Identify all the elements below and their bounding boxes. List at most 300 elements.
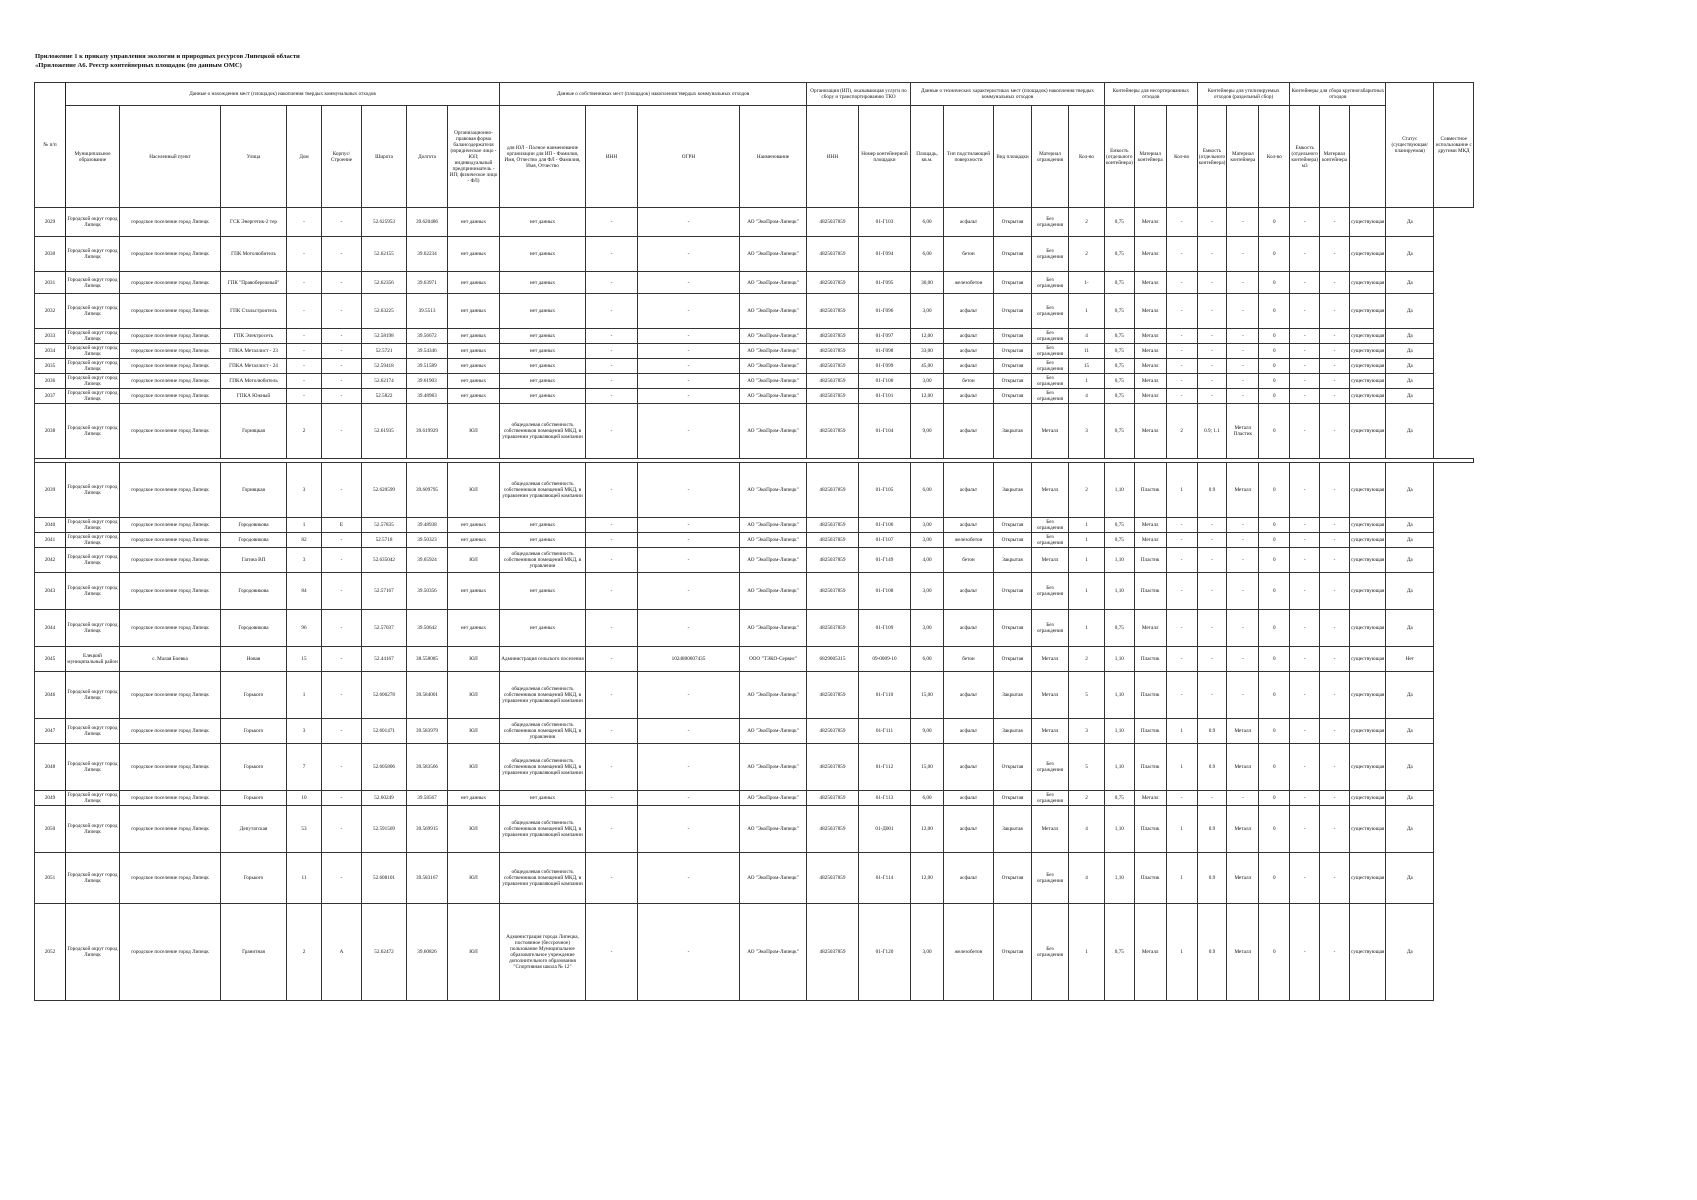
- table-row: [35, 344, 1474, 359]
- table-cell: нет данных: [448, 791, 500, 806]
- table-cell: 39.5513: [407, 294, 448, 329]
- table-cell: 0,75: [1105, 904, 1135, 1001]
- table-cell: -: [287, 329, 322, 344]
- table-cell: -: [322, 573, 362, 610]
- table-cell: Да: [1386, 374, 1434, 389]
- table-cell: -: [1290, 389, 1320, 404]
- table-cell: нет данных: [448, 533, 500, 548]
- table-cell: -: [287, 294, 322, 329]
- table-cell: ЮЛ: [448, 463, 500, 518]
- table-cell: существующая: [1350, 272, 1386, 294]
- table-cell: 01-Г113: [859, 791, 911, 806]
- table-cell: 09-0009-10: [859, 647, 911, 672]
- table-cell: -: [1290, 294, 1320, 329]
- table-cell: Городской округ город Липецк: [66, 463, 120, 518]
- column-header: Наименование: [740, 106, 807, 208]
- table-cell: 12,00: [911, 329, 944, 344]
- table-cell: 0.9: [1197, 463, 1227, 518]
- table-cell: Нет: [1386, 647, 1434, 672]
- table-cell: 52.60249: [362, 791, 407, 806]
- table-cell: 52.601471: [362, 719, 407, 744]
- table-cell: Открытая: [994, 744, 1032, 791]
- header-group-cell: Контейнеры для сбора крупногабаритных отходов: [1290, 83, 1386, 106]
- table-cell: -: [586, 719, 638, 744]
- table-cell: 15: [287, 647, 322, 672]
- table-cell: -: [322, 806, 362, 853]
- table-cell: городское поселение город Липецк: [120, 672, 221, 719]
- table-cell: -: [1197, 359, 1227, 374]
- table-cell: Металл: [1032, 548, 1069, 573]
- table-row: [35, 853, 1474, 904]
- table-cell: 39.609795: [407, 463, 448, 518]
- table-cell: нет данных: [448, 329, 500, 344]
- table-cell: Городской округ город Липецк: [66, 374, 120, 389]
- table-cell: -: [1320, 573, 1350, 610]
- column-header: Материал контейнера: [1134, 106, 1166, 208]
- table-cell: -: [1227, 518, 1259, 533]
- table-cell: Открытая: [994, 904, 1032, 1001]
- table-cell: 01-Г110: [859, 672, 911, 719]
- table-cell: 4825037859: [807, 344, 859, 359]
- table-cell: Горняцкая: [221, 404, 287, 459]
- table-cell: -: [1320, 791, 1350, 806]
- table-cell: асфальт: [944, 853, 994, 904]
- table-cell: ГПКА Металлист - 24: [221, 359, 287, 374]
- table-cell: 4825037859: [807, 791, 859, 806]
- table-cell: 7: [287, 744, 322, 791]
- table-cell: АО "ЭкоПром-Липецк": [740, 806, 807, 853]
- table-cell: Металл: [1227, 719, 1259, 744]
- table-cell: АО "ЭкоПром-Липецк": [740, 404, 807, 459]
- table-cell: 52.62472: [362, 904, 407, 1001]
- table-cell: бетон: [944, 548, 994, 573]
- table-cell: Открытая: [994, 518, 1032, 533]
- table-cell: -: [1290, 359, 1320, 374]
- table-cell: АО "ЭкоПром-Липецк": [740, 359, 807, 374]
- table-cell: 2: [1069, 237, 1105, 272]
- table-cell: 4825037859: [807, 853, 859, 904]
- table-cell: 0,75: [1105, 518, 1135, 533]
- table-cell: Без ограждения: [1032, 389, 1069, 404]
- table-cell: существующая: [1350, 359, 1386, 374]
- table-cell: 9,00: [911, 719, 944, 744]
- table-cell: асфальт: [944, 463, 994, 518]
- table-cell: нет данных: [500, 294, 586, 329]
- table-body: [35, 208, 1474, 1001]
- table-cell: -: [1320, 344, 1350, 359]
- table-cell: -: [586, 208, 638, 237]
- table-cell: 0,75: [1105, 359, 1135, 374]
- table-cell: -: [1227, 672, 1259, 719]
- table-cell: городское поселение город Липецк: [120, 548, 221, 573]
- table-cell: Без ограждения: [1032, 294, 1069, 329]
- table-cell: Горького: [221, 853, 287, 904]
- table-cell: -: [638, 548, 740, 573]
- table-cell: 52.62155: [362, 237, 407, 272]
- column-header: Корпус/Строение: [322, 106, 362, 208]
- table-cell: асфальт: [944, 208, 994, 237]
- table-cell: 12,00: [911, 389, 944, 404]
- table-cell: 0: [1259, 904, 1290, 1001]
- table-cell: 2037: [35, 389, 66, 404]
- table-cell: 4825037859: [807, 294, 859, 329]
- table-cell: 6829005315: [807, 647, 859, 672]
- table-cell: 0: [1259, 672, 1290, 719]
- table-cell: -: [1166, 237, 1197, 272]
- table-cell: нет данных: [500, 329, 586, 344]
- table-cell: 01-Г100: [859, 374, 911, 389]
- table-cell: 52.5822: [362, 389, 407, 404]
- table-cell: 15,00: [911, 744, 944, 791]
- table-cell: 4825037859: [807, 573, 859, 610]
- table-cell: -: [586, 389, 638, 404]
- table-cell: 52.605806: [362, 744, 407, 791]
- table-cell: -: [322, 719, 362, 744]
- table-cell: -: [1290, 853, 1320, 904]
- table-cell: Открытая: [994, 344, 1032, 359]
- table-cell: -: [1290, 610, 1320, 647]
- table-cell: 52.591569: [362, 806, 407, 853]
- table-cell: Городовикова: [221, 610, 287, 647]
- table-row: [35, 548, 1474, 573]
- table-cell: нет данных: [500, 344, 586, 359]
- table-cell: общедолевая собственность собственников помещений МКД, в управлении управляющей компании: [500, 744, 586, 791]
- table-cell: Металл: [1227, 463, 1259, 518]
- table-cell: 15,00: [911, 672, 944, 719]
- table-cell: 3: [287, 463, 322, 518]
- table-cell: Городской округ город Липецк: [66, 672, 120, 719]
- table-cell: нет данных: [500, 573, 586, 610]
- column-header: для ЮЛ - Полное наименование организации для ИП - Фамилия, Имя, Отчество для ФЛ - Фамилия, Имя, Отчество: [500, 106, 586, 208]
- table-cell: 2: [1166, 404, 1197, 459]
- table-cell: Городской округ город Липецк: [66, 404, 120, 459]
- table-cell: 2046: [35, 672, 66, 719]
- column-header: Муниципальное образование: [66, 106, 120, 208]
- table-cell: АО "ЭкоПром-Липецк": [740, 610, 807, 647]
- table-cell: -: [586, 610, 638, 647]
- table-cell: 2: [1069, 208, 1105, 237]
- table-cell: ГПК Стальстроитель: [221, 294, 287, 329]
- table-cell: Городской округ город Липецк: [66, 719, 120, 744]
- table-cell: 1: [1069, 573, 1105, 610]
- table-cell: городское поселение город Липецк: [120, 389, 221, 404]
- table-cell: -: [287, 344, 322, 359]
- table-cell: с. Малая Боевка: [120, 647, 221, 672]
- table-cell: 2043: [35, 573, 66, 610]
- table-cell: Открытая: [994, 853, 1032, 904]
- table-cell: 0.9; 1.1: [1197, 404, 1227, 459]
- table-cell: 2044: [35, 610, 66, 647]
- table-cell: Городовикова: [221, 573, 287, 610]
- table-cell: 0: [1259, 647, 1290, 672]
- table-cell: -: [322, 344, 362, 359]
- table-cell: городское поселение город Липецк: [120, 294, 221, 329]
- table-cell: 4825037859: [807, 672, 859, 719]
- table-cell: 52.625953: [362, 208, 407, 237]
- table-cell: 2036: [35, 374, 66, 389]
- table-cell: существующая: [1350, 533, 1386, 548]
- table-cell: 2039: [35, 463, 66, 518]
- table-cell: бетон: [944, 237, 994, 272]
- header-group-cell: Организация (ИП), оказывающая услуги по сбору и транспортированию ТКО: [807, 83, 911, 106]
- table-cell: 52.57835: [362, 518, 407, 533]
- table-cell: 1: [1166, 853, 1197, 904]
- table-cell: 01-Г108: [859, 573, 911, 610]
- table-cell: -: [1166, 672, 1197, 719]
- table-cell: 01-Г098: [859, 344, 911, 359]
- table-cell: -: [1320, 533, 1350, 548]
- table-cell: Без ограждения: [1032, 344, 1069, 359]
- table-cell: железобетон: [944, 533, 994, 548]
- table-cell: Городской округ город Липецк: [66, 744, 120, 791]
- table-cell: -: [322, 533, 362, 548]
- table-cell: 33,00: [911, 344, 944, 359]
- table-cell: 0: [1259, 548, 1290, 573]
- table-row: [35, 610, 1474, 647]
- table-cell: 1,10: [1105, 548, 1135, 573]
- table-cell: -: [638, 208, 740, 237]
- table-cell: -: [1320, 610, 1350, 647]
- table-cell: Городовикова: [221, 533, 287, 548]
- table-cell: -: [1320, 853, 1350, 904]
- table-cell: 1: [1069, 904, 1105, 1001]
- table-cell: -: [322, 744, 362, 791]
- header-group-cell: Контейнеры для утилизируемых отходов (раздельный сбор): [1197, 83, 1290, 106]
- table-cell: -: [322, 374, 362, 389]
- table-cell: Горняцкая: [221, 463, 287, 518]
- table-cell: 5: [1069, 672, 1105, 719]
- table-cell: 0: [1259, 719, 1290, 744]
- table-cell: Да: [1386, 672, 1434, 719]
- table-cell: 4825037859: [807, 272, 859, 294]
- table-cell: Городской округ город Липецк: [66, 518, 120, 533]
- table-cell: 4825037859: [807, 374, 859, 389]
- column-header: ИНН: [807, 106, 859, 208]
- table-cell: 1: [1069, 518, 1105, 533]
- table-cell: -: [1320, 374, 1350, 389]
- table-cell: 0: [1259, 272, 1290, 294]
- table-cell: Открытая: [994, 237, 1032, 272]
- table-cell: 1,10: [1105, 719, 1135, 744]
- table-cell: Закрытая: [994, 719, 1032, 744]
- column-header: Материал ограждения: [1032, 106, 1069, 208]
- table-cell: городское поселение город Липецк: [120, 904, 221, 1001]
- column-header: Емкость (отдельного контейнера) м3: [1290, 106, 1320, 208]
- table-row: [35, 573, 1474, 610]
- table-cell: -: [1227, 610, 1259, 647]
- table-cell: 2: [1069, 791, 1105, 806]
- table-cell: 0: [1259, 853, 1290, 904]
- table-cell: 12,00: [911, 853, 944, 904]
- table-cell: -: [638, 719, 740, 744]
- table-cell: 4825037859: [807, 518, 859, 533]
- table-cell: асфальт: [944, 344, 994, 359]
- table-cell: 30,00: [911, 272, 944, 294]
- table-cell: Да: [1386, 463, 1434, 518]
- table-cell: -: [1197, 610, 1227, 647]
- table-cell: 39.584001: [407, 672, 448, 719]
- table-cell: АО "ЭкоПром-Липецк": [740, 719, 807, 744]
- table-cell: Без ограждения: [1032, 533, 1069, 548]
- table-row: [35, 359, 1474, 374]
- table-cell: 6,00: [911, 237, 944, 272]
- table-cell: -: [322, 329, 362, 344]
- table-cell: 1: [1069, 548, 1105, 573]
- table-cell: Металл: [1134, 359, 1166, 374]
- table-cell: 39.48983: [407, 389, 448, 404]
- table-cell: -: [1320, 359, 1350, 374]
- table-cell: 4825037859: [807, 719, 859, 744]
- table-cell: 39.48938: [407, 518, 448, 533]
- table-cell: -: [1290, 548, 1320, 573]
- table-cell: -: [1320, 744, 1350, 791]
- table-cell: существующая: [1350, 719, 1386, 744]
- table-cell: -: [586, 548, 638, 573]
- table-cell: Металл: [1134, 610, 1166, 647]
- table-cell: Закрытая: [994, 806, 1032, 853]
- table-cell: 52.61935: [362, 404, 407, 459]
- table-cell: Депутатская: [221, 806, 287, 853]
- table-cell: 0,75: [1105, 374, 1135, 389]
- table-cell: АО "ЭкоПром-Липецк": [740, 329, 807, 344]
- table-cell: городское поселение город Липецк: [120, 237, 221, 272]
- table-cell: Металл Пластик: [1227, 404, 1259, 459]
- table-cell: 3,00: [911, 518, 944, 533]
- table-cell: Открытая: [994, 272, 1032, 294]
- table-cell: -: [287, 359, 322, 374]
- table-cell: -: [586, 329, 638, 344]
- table-cell: АО "ЭкоПром-Липецк": [740, 374, 807, 389]
- table-cell: Металл: [1134, 533, 1166, 548]
- table-cell: Да: [1386, 404, 1434, 459]
- table-cell: 0: [1259, 374, 1290, 389]
- table-cell: ООО "ТЭКО-Сервис": [740, 647, 807, 672]
- table-cell: 0: [1259, 359, 1290, 374]
- table-cell: -: [1227, 791, 1259, 806]
- table-row: [35, 533, 1474, 548]
- table-cell: -: [638, 359, 740, 374]
- table-cell: существующая: [1350, 853, 1386, 904]
- column-header: Кол-во: [1069, 106, 1105, 208]
- table-cell: 2031: [35, 272, 66, 294]
- table-cell: нет данных: [500, 791, 586, 806]
- table-cell: ЮЛ: [448, 904, 500, 1001]
- table-cell: Металл: [1134, 518, 1166, 533]
- table-cell: 0.9: [1197, 806, 1227, 853]
- table-cell: асфальт: [944, 573, 994, 610]
- table-cell: 0: [1259, 344, 1290, 359]
- table-cell: -: [1290, 719, 1320, 744]
- table-cell: -: [1320, 329, 1350, 344]
- table-cell: Открытая: [994, 359, 1032, 374]
- table-cell: 0,75: [1105, 344, 1135, 359]
- table-cell: 52.63225: [362, 294, 407, 329]
- table-cell: 3,00: [911, 374, 944, 389]
- table-cell: -: [1166, 344, 1197, 359]
- table-cell: -: [287, 208, 322, 237]
- table-cell: Горького: [221, 744, 287, 791]
- table-cell: АО "ЭкоПром-Липецк": [740, 344, 807, 359]
- table-cell: Металл: [1134, 237, 1166, 272]
- table-cell: ЮЛ: [448, 806, 500, 853]
- table-cell: АО "ЭкоПром-Липецк": [740, 272, 807, 294]
- table-cell: -: [586, 647, 638, 672]
- table-cell: -: [1197, 374, 1227, 389]
- table-cell: -: [322, 389, 362, 404]
- table-cell: -: [586, 463, 638, 518]
- table-cell: АО "ЭкоПром-Липецк": [740, 533, 807, 548]
- table-cell: -: [1166, 294, 1197, 329]
- table-cell: 12,00: [911, 806, 944, 853]
- table-cell: Закрытая: [994, 463, 1032, 518]
- table-cell: 0: [1259, 389, 1290, 404]
- table-row: [35, 672, 1474, 719]
- table-cell: Администрация города Липецка, постоянное (бессрочное) пользование Муниципальное образовательное учреждение дополнительного образования "Спортивная школа № 12": [500, 904, 586, 1001]
- table-cell: ГПК "Правобережный": [221, 272, 287, 294]
- table-row: [35, 294, 1474, 329]
- table-cell: АО "ЭкоПром-Липецк": [740, 294, 807, 329]
- table-cell: существующая: [1350, 806, 1386, 853]
- column-header: Улица: [221, 106, 287, 208]
- table-cell: -: [1290, 573, 1320, 610]
- table-cell: 2047: [35, 719, 66, 744]
- table-cell: Городской округ город Липецк: [66, 573, 120, 610]
- table-cell: ЮЛ: [448, 647, 500, 672]
- table-cell: 52.5718: [362, 533, 407, 548]
- table-cell: -: [586, 374, 638, 389]
- table-cell: 01-Г096: [859, 294, 911, 329]
- table-cell: асфальт: [944, 719, 994, 744]
- table-cell: 1: [1069, 610, 1105, 647]
- table-cell: Металл: [1134, 791, 1166, 806]
- table-cell: АО "ЭкоПром-Липецк": [740, 389, 807, 404]
- table-cell: 3: [287, 719, 322, 744]
- table-cell: 3,00: [911, 573, 944, 610]
- table-cell: Без ограждения: [1032, 610, 1069, 647]
- table-cell: 2049: [35, 791, 66, 806]
- table-cell: 39.51589: [407, 359, 448, 374]
- table-cell: -: [1290, 272, 1320, 294]
- table-cell: АО "ЭкоПром-Липецк": [740, 791, 807, 806]
- table-cell: Городской округ город Липецк: [66, 237, 120, 272]
- table-cell: Открытая: [994, 610, 1032, 647]
- table-cell: нет данных: [500, 518, 586, 533]
- table-cell: городское поселение город Липецк: [120, 359, 221, 374]
- table-cell: Открытая: [994, 647, 1032, 672]
- table-cell: 4825037859: [807, 329, 859, 344]
- table-cell: 2030: [35, 237, 66, 272]
- table-cell: асфальт: [944, 294, 994, 329]
- table-cell: 11: [287, 853, 322, 904]
- table-row: [35, 806, 1474, 853]
- column-header: Широта: [362, 106, 407, 208]
- table-cell: 82: [287, 533, 322, 548]
- table-cell: 0,75: [1105, 404, 1135, 459]
- table-cell: 0.9: [1197, 853, 1227, 904]
- table-cell: 0.9: [1197, 719, 1227, 744]
- table-cell: общедолевая собственность собственников помещений МКД, в управлении управляющей компании: [500, 853, 586, 904]
- table-cell: 01-Г105: [859, 463, 911, 518]
- table-cell: ГПКА Южный: [221, 389, 287, 404]
- table-cell: -: [1227, 272, 1259, 294]
- table-cell: Гагина ВП: [221, 548, 287, 573]
- table-cell: 0,75: [1105, 208, 1135, 237]
- table-cell: Пластик: [1134, 573, 1166, 610]
- table-cell: Открытая: [994, 329, 1032, 344]
- table-cell: нет данных: [500, 237, 586, 272]
- table-cell: 2040: [35, 518, 66, 533]
- table-cell: -: [1290, 533, 1320, 548]
